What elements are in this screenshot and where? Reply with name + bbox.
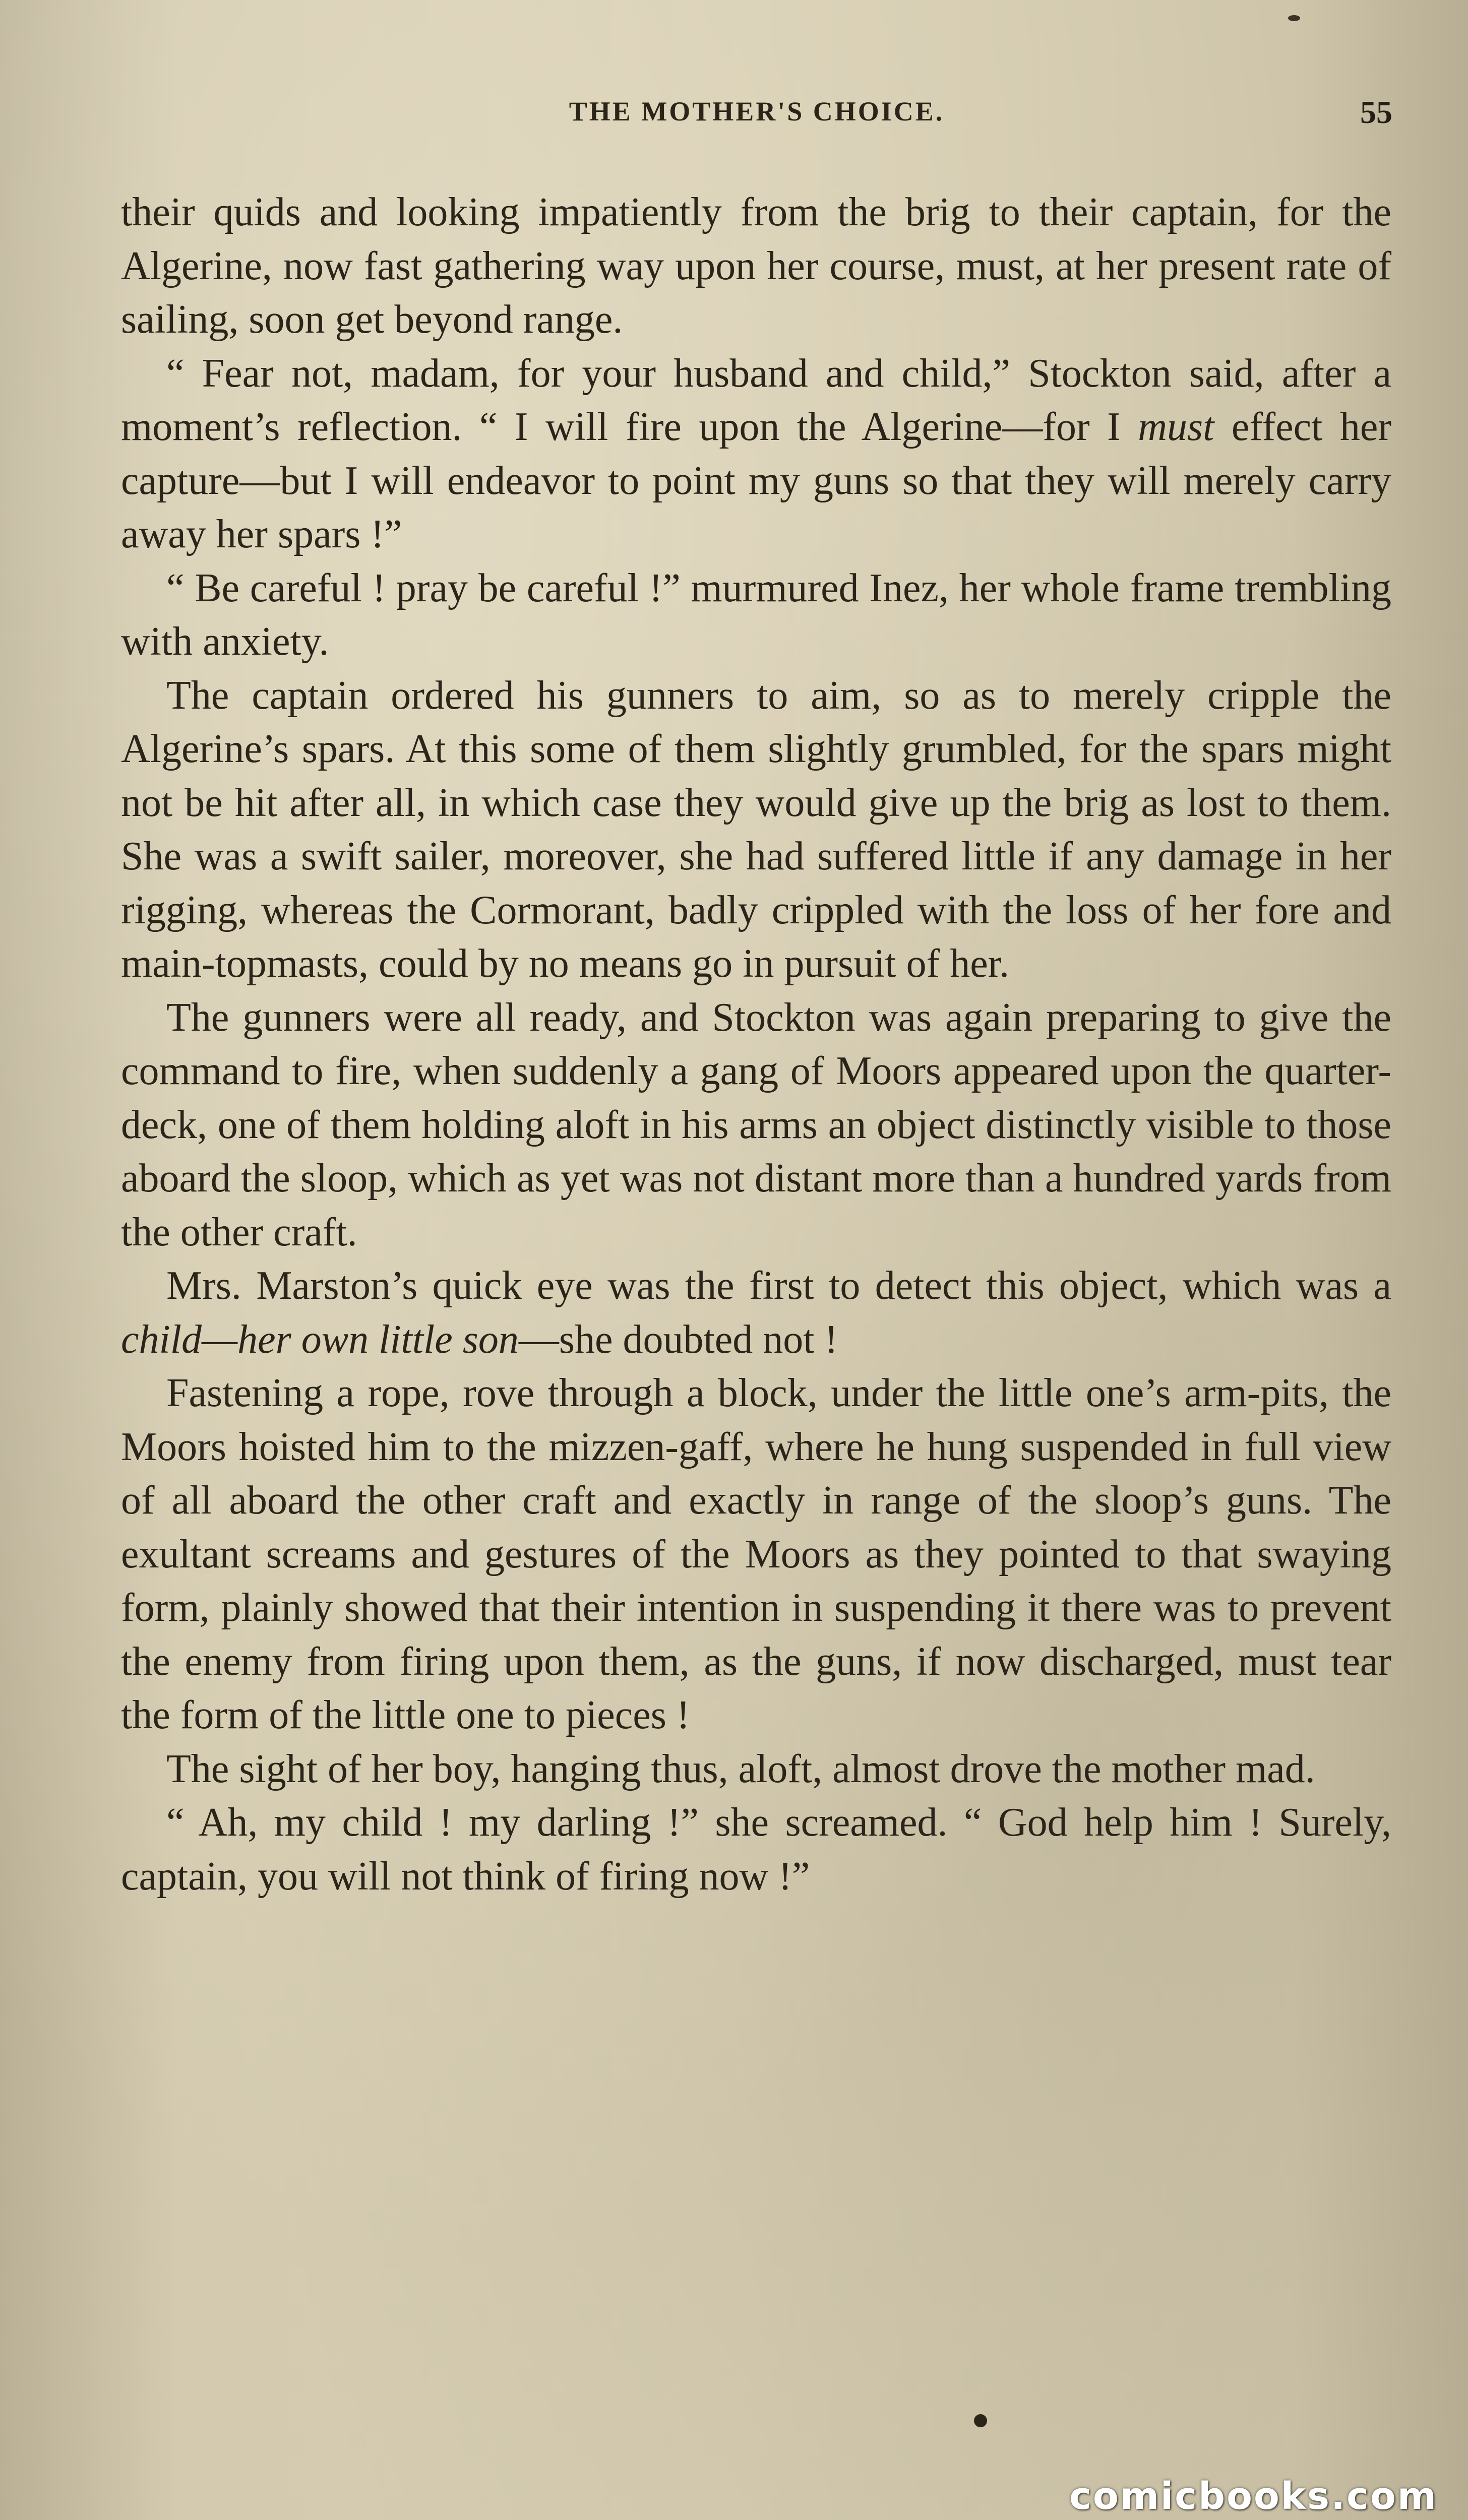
paragraph (121, 1796, 1391, 1903)
body-text (121, 185, 1391, 1903)
paragraph-text: The captain ordered his gunners to aim, so as to merely cripple the Algerine’s spars. At this some of them slightly grumbled, for the spars might not be hit after all, in which case they would give up the brig as lost to them. She was a swift sailer, moreover, she had suffered little if any damage in her rigging, whereas the Cormorant, badly crippled with the loss of her fore and main-topmasts, could by no means go in pursuit of her. (121, 673, 1391, 986)
running-title: THE MOTHER'S CHOICE. (569, 96, 945, 127)
paragraph (121, 1259, 1391, 1366)
paragraph (121, 669, 1391, 991)
paragraph-text: The gunners were all ready, and Stockton was again preparing to give the command to fire, when suddenly a gang of Moors appeared upon the quarter-deck, one of them holding aloft in his arms an object distinctly visible to those aboard the sloop, which as yet was not distant more than a hundred yards from the other craft. (121, 995, 1391, 1254)
paragraph (121, 561, 1391, 669)
paragraph (121, 185, 1391, 347)
paragraph-text: Mrs. Marston’s quick eye was the first to detect this object, which was a (166, 1264, 1391, 1308)
watermark: comicbooks.com (1069, 2475, 1438, 2518)
paragraph-text: Fastening a rope, rove through a block, under the little one’s arm-pits, the Moors hoisted him to the mizzen-gaff, where he hung suspended in full view of all aboard the other craft and exactly in range of the sloop’s guns. The exultant screams and gestures of the Moors as they pointed to that swaying form, plainly showed that their intention in suspending it there was to prevent the enemy from firing upon them, as the guns, if now discharged, must tear the form of the little one to pieces ! (121, 1371, 1391, 1737)
paragraph (121, 1742, 1391, 1796)
paragraph (121, 1366, 1391, 1742)
paragraph-text: “ Fear not, madam, for your husband and child,” Stockton said, after a moment’s reflection. “ I will fire upon the Algerine—for I (121, 351, 1391, 449)
paragraph-text: their quids and looking impatiently from the brig to their captain, for the Algerine, now fast gathering way upon her course, must, at her present rate of sailing, soon get beyond range. (121, 190, 1391, 342)
paragraph-text: effect her capture—but I will endeavor to point my guns so that they will merely carry away her spars !” (121, 405, 1391, 556)
page-number: 55 (1360, 94, 1392, 130)
running-head (121, 96, 1392, 136)
italic-emphasis: child—her own little son (121, 1317, 519, 1362)
ornament-dot (974, 2414, 987, 2427)
ink-speck (1288, 15, 1300, 21)
paragraph-text: —she doubted not ! (518, 1317, 838, 1362)
paragraph-text: “ Ah, my child ! my darling !” she screamed. “ God help him ! Surely, captain, you will not think of firing now !” (121, 1800, 1391, 1899)
paragraph-text: The sight of her boy, hanging thus, aloft, almost drove the mother mad. (166, 1746, 1315, 1791)
italic-emphasis: must (1138, 405, 1214, 449)
paragraph (121, 347, 1391, 561)
paragraph-text: “ Be careful ! pray be careful !” murmured Inez, her whole frame trembling with anxiety. (121, 565, 1391, 664)
paragraph (121, 991, 1391, 1259)
